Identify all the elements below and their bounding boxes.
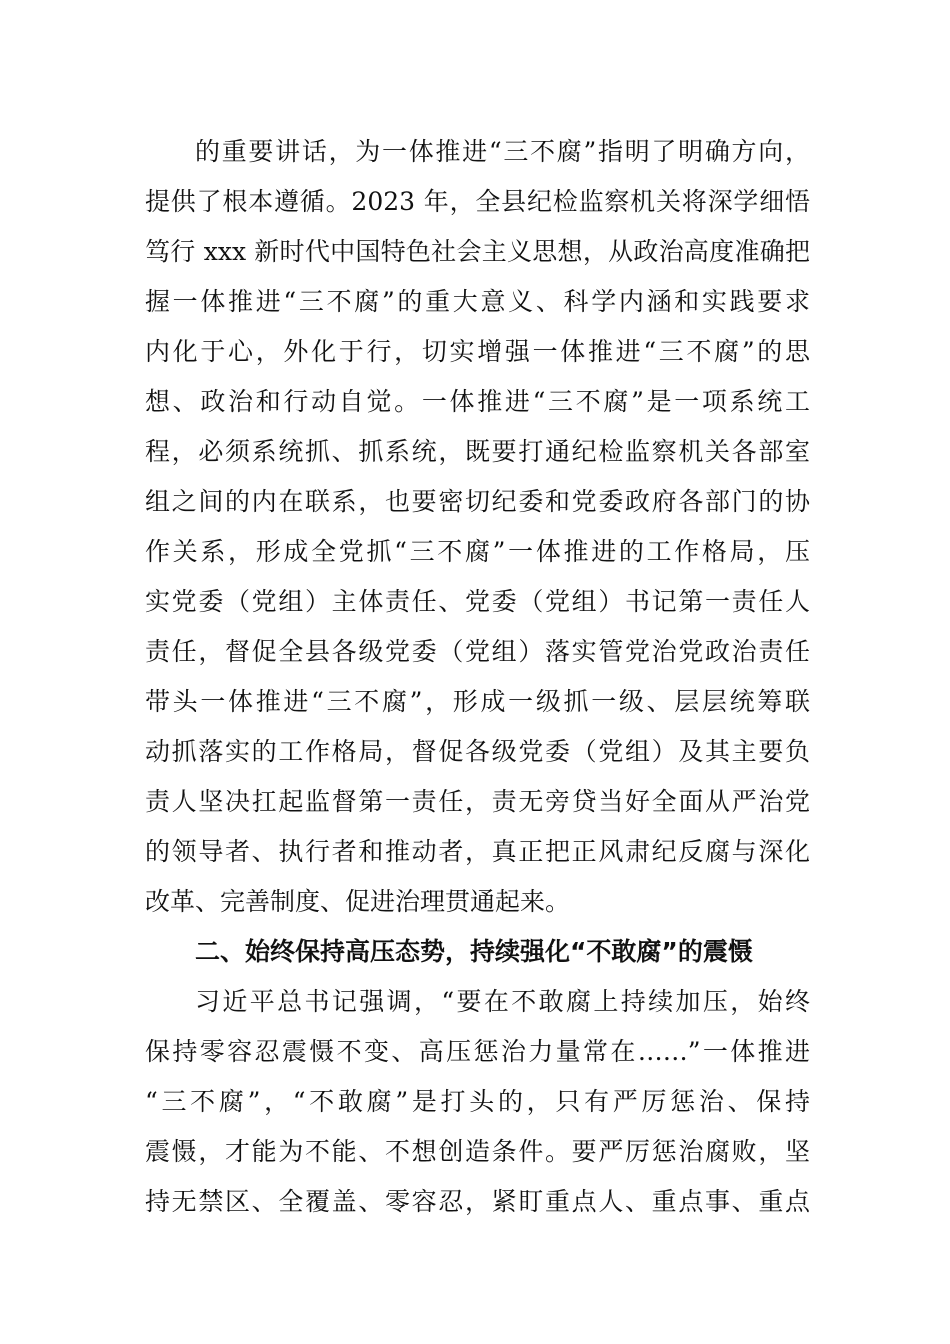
paragraph-line: 动抓落实的工作格局，督促各级党委（党组）及其主要负 [145, 737, 810, 766]
paragraph-line: 提供了根本遵循。2023 年，全县纪检监察机关将深学细悟 [145, 187, 810, 216]
paragraph-line: 保持零容忍震慑不变、高压惩治力量常在……”一体推进 [145, 1037, 810, 1066]
paragraph-line: 震慑，才能为不能、不想创造条件。要严厉惩治腐败，坚 [145, 1137, 810, 1166]
paragraph-line: 责任，督促全县各级党委（党组）落实管党治党政治责任 [145, 637, 810, 666]
paragraph-line: 实党委（党组）主体责任、党委（党组）书记第一责任人 [145, 587, 810, 616]
body-text [145, 127, 810, 1227]
paragraph-line: 带头一体推进“三不腐”，形成一级抓一级、层层统筹联 [145, 687, 810, 716]
paragraph-line: 责人坚决扛起监督第一责任，责无旁贷当好全面从严治党 [145, 787, 810, 816]
paragraph-line: 内化于心，外化于行，切实增强一体推进“三不腐”的思 [145, 337, 810, 366]
paragraph-line: 的重要讲话，为一体推进“三不腐”指明了明确方向， [195, 137, 810, 166]
paragraph-line: 改革、完善制度、促进治理贯通起来。 [145, 887, 571, 916]
paragraph-line: 程，必须系统抓、抓系统，既要打通纪检监察机关各部室 [145, 437, 810, 466]
paragraph-line: 的领导者、执行者和推动者，真正把正风肃纪反腐与深化 [145, 837, 810, 866]
paragraph-line: 习近平总书记强调，“要在不敢腐上持续加压，始终 [195, 987, 810, 1016]
paragraph-line: 持无禁区、全覆盖、零容忍，紧盯重点人、重点事、重点 [145, 1187, 810, 1216]
section-heading: 二、始终保持高压态势，持续强化“不敢腐”的震慑 [195, 937, 753, 966]
paragraph-line: 想、政治和行动自觉。一体推进“三不腐”是一项系统工 [145, 387, 810, 416]
paragraph-line: 组之间的内在联系，也要密切纪委和党委政府各部门的协 [145, 487, 810, 516]
paragraph-line: 笃行 xxx 新时代中国特色社会主义思想，从政治高度准确把 [145, 237, 810, 266]
paragraph-line: “三不腐”，“不敢腐”是打头的，只有严厉惩治、保持 [145, 1087, 810, 1116]
paragraph-line: 作关系，形成全党抓“三不腐”一体推进的工作格局，压 [145, 537, 810, 566]
paragraph-line: 握一体推进“三不腐”的重大意义、科学内涵和实践要求 [145, 287, 810, 316]
